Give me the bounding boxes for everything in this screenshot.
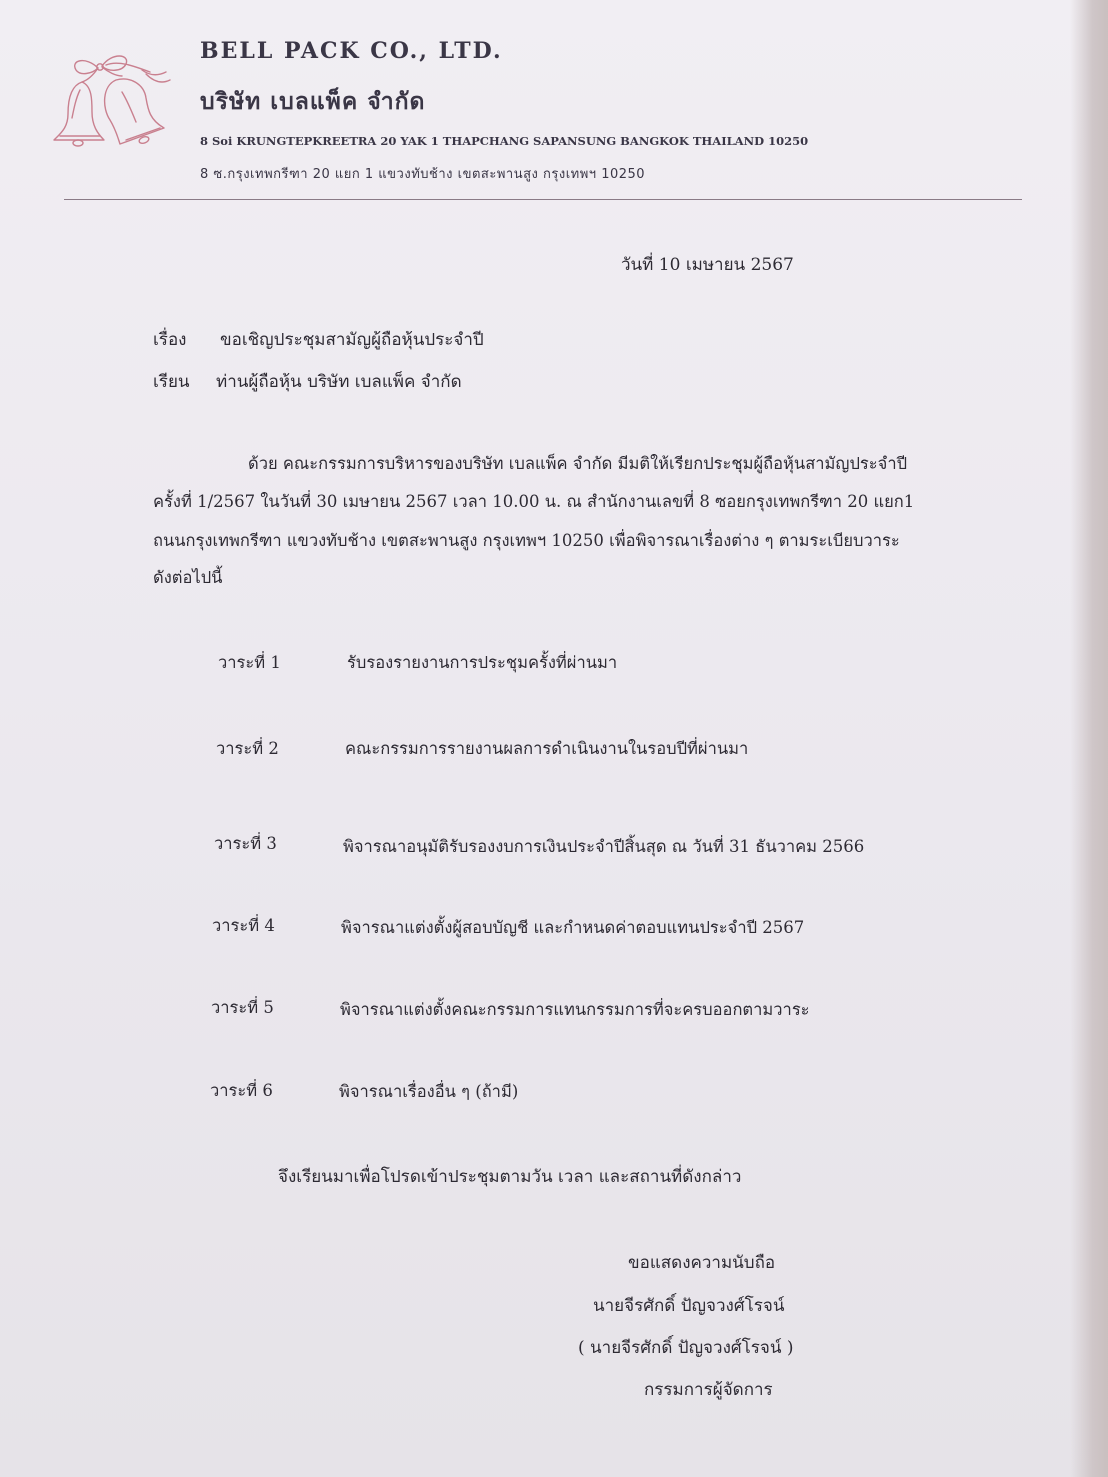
signature-regards: ขอแสดงความนับถือ (628, 1253, 776, 1273)
recipient-label: เรียน (153, 372, 190, 392)
letter-date: วันที่ 10 เมษายน 2567 (621, 255, 794, 275)
recipient-text: ท่านผู้ถือหุ้น บริษัท เบลแพ็ค จำกัด (216, 372, 462, 392)
body-line: ถนนกรุงเทพกรีฑา แขวงทับช้าง เขตสะพานสูง กรุงเทพฯ 10250 เพื่อพิจารณาเรื่องต่าง ๆ ตามระเบียบวาระ (153, 531, 900, 550)
body-line: ดังต่อไปนี้ (153, 568, 223, 587)
agenda-number-5: วาระที่ 5 (211, 998, 274, 1017)
subject-label: เรื่อง (153, 330, 187, 350)
agenda-number-4: วาระที่ 4 (212, 916, 275, 935)
signature-name: นายจีรศักดิ์ ปัญจวงศ์โรจน์ (593, 1296, 785, 1316)
agenda-text-6: พิจารณาเรื่องอื่น ๆ (ถ้ามี) (339, 1082, 519, 1101)
body-line: ครั้งที่ 1/2567 ในวันที่ 30 เมษายน 2567 เวลา 10.00 น. ณ สำนักงานเลขที่ 8 ซอยกรุงเทพกรีฑา 20 แยก1 (153, 492, 915, 511)
bell-icon (46, 46, 174, 154)
agenda-text-5: พิจารณาแต่งตั้งคณะกรรมการแทนกรรมการที่จะครบออกตามวาระ (340, 1000, 810, 1019)
body-line: ด้วย คณะกรรมการบริหารของบริษัท เบลแพ็ค จำกัด มีมติให้เรียกประชุมผู้ถือหุ้นสามัญประจำปี (248, 454, 908, 473)
agenda-text-2: คณะกรรมการรายงานผลการดำเนินงานในรอบปีที่ผ่านมา (345, 739, 749, 758)
agenda-number-3: วาระที่ 3 (214, 834, 277, 853)
signature-name-printed: ( นายจีรศักดิ์ ปัญจวงศ์โรจน์ ) (578, 1338, 794, 1358)
closing-sentence: จึงเรียนมาเพื่อโปรดเข้าประชุมตามวัน เวลา และสถานที่ดังกล่าว (278, 1167, 742, 1187)
letterhead-divider (64, 199, 1022, 200)
agenda-number-1: วาระที่ 1 (218, 653, 281, 672)
company-name-en: BELL PACK CO., LTD. (200, 38, 503, 64)
subject-text: ขอเชิญประชุมสามัญผู้ถือหุ้นประจำปี (220, 330, 484, 350)
page-edge-shadow (1070, 0, 1108, 1477)
agenda-number-6: วาระที่ 6 (210, 1081, 273, 1100)
company-address-th: 8 ซ.กรุงเทพกรีฑา 20 แยก 1 แขวงทับช้าง เขตสะพานสูง กรุงเทพฯ 10250 (200, 167, 646, 182)
company-name-th: บริษัท เบลแพ็ค จำกัด (200, 89, 426, 115)
company-address-en: 8 Soi KRUNGTEPKREETRA 20 YAK 1 THAPCHANG SAPANSUNG BANGKOK THAILAND 10250 (200, 134, 809, 148)
signature-title: กรรมการผู้จัดการ (644, 1380, 773, 1400)
agenda-text-3: พิจารณาอนุมัติรับรองงบการเงินประจำปีสิ้นสุด ณ วันที่ 31 ธันวาคม 2566 (343, 837, 865, 856)
agenda-text-4: พิจารณาแต่งตั้งผู้สอบบัญชี และกำหนดค่าตอบแทนประจำปี 2567 (341, 918, 805, 937)
agenda-number-2: วาระที่ 2 (216, 739, 279, 758)
agenda-text-1: รับรองรายงานการประชุมครั้งที่ผ่านมา (347, 653, 618, 672)
